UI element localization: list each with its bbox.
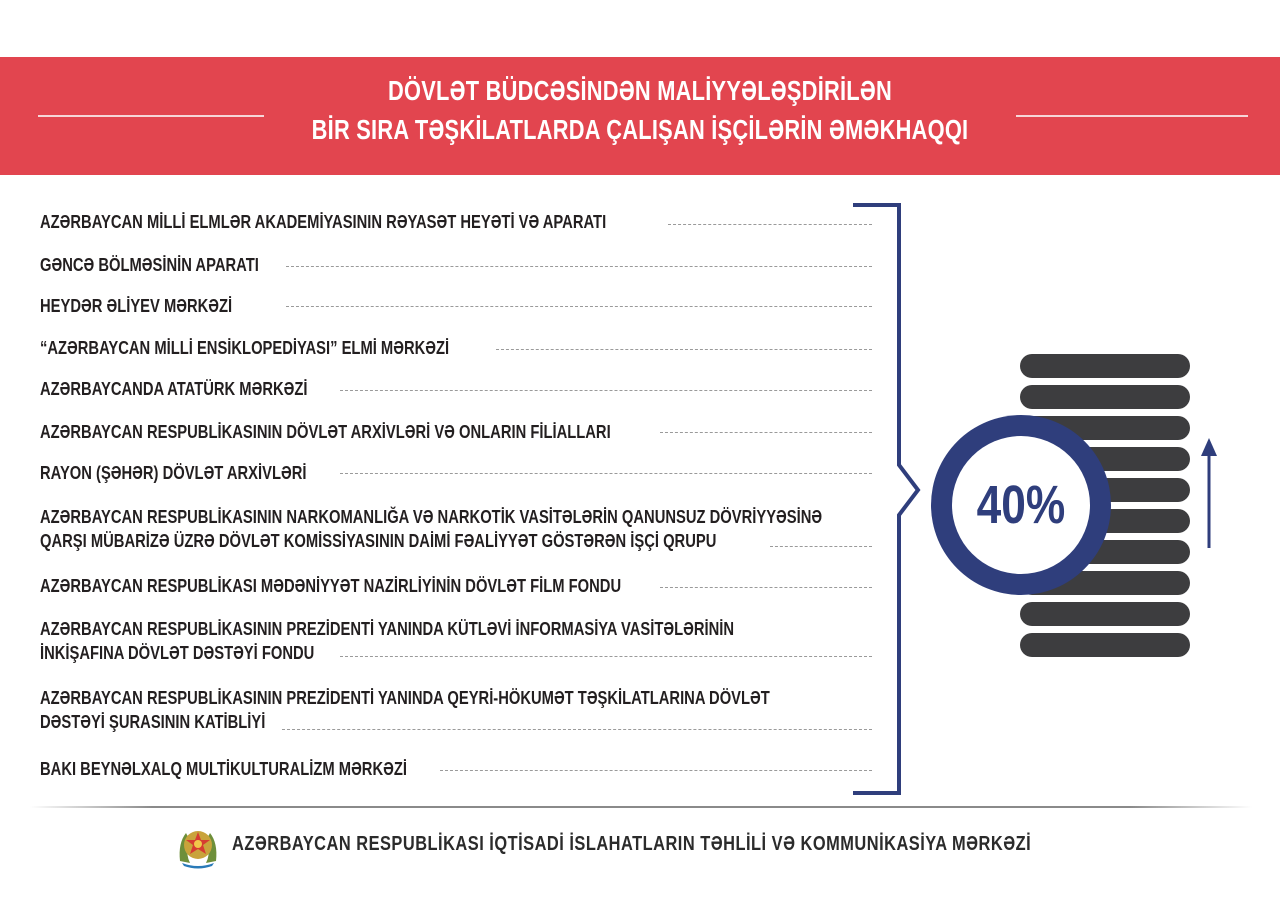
leader-line — [660, 432, 872, 433]
org-label: HEYDƏR ƏLİYEV MƏRKƏZİ — [40, 296, 233, 316]
list-item — [40, 574, 874, 598]
org-label-continued: İNKİŞAFINA DÖVLƏT DƏSTƏYİ FONDU — [40, 643, 315, 663]
org-label: AZƏRBAYCAN RESPUBLİKASININ DÖVLƏT ARXİVLƏRİ VƏ ONLARIN FİLİALLARI — [40, 422, 611, 442]
org-label: “AZƏRBAYCAN MİLLİ ENSİKLOPEDİYASI” ELMİ MƏRKƏZİ — [40, 338, 450, 358]
coin — [1020, 602, 1190, 626]
title-line-1: DÖVLƏT BÜDCƏSİNDƏN MALİYYƏLƏŞDİRİLƏN — [388, 75, 892, 106]
footer-organization: AZƏRBAYCAN RESPUBLİKASI İQTİSADİ İSLAHATLARIN TƏHLİLİ VƏ KOMMUNİKASİYA MƏRKƏZİ — [232, 833, 1032, 855]
leader-line — [440, 770, 872, 771]
leader-line — [340, 390, 872, 391]
title-line-2: BİR SIRA TƏŞKİLATLARDA ÇALIŞAN İŞÇİLƏRİN ƏMƏKHAQQI — [311, 114, 969, 145]
leader-line — [660, 587, 872, 588]
emblem-icon — [176, 823, 220, 869]
list-item — [40, 253, 874, 277]
leader-line — [286, 306, 872, 307]
org-label: GƏNCƏ BÖLMƏSİNİN APARATI — [40, 255, 259, 275]
org-label: BAKI BEYNƏLXALQ MULTİKULTURALİZM MƏRKƏZİ — [40, 759, 407, 779]
coin — [1020, 385, 1190, 409]
leader-line — [668, 224, 872, 225]
list-item — [40, 377, 874, 401]
leader-line — [286, 266, 872, 267]
up-arrow-icon — [1199, 438, 1219, 550]
org-label: RAYON (ŞƏHƏR) DÖVLƏT ARXİVLƏRİ — [40, 463, 307, 483]
org-label: AZƏRBAYCAN RESPUBLİKASININ PREZİDENTİ YANINDA KÜTLƏVİ İNFORMASİYA VASİTƏLƏRİNİN — [40, 619, 735, 639]
list-item — [40, 505, 874, 553]
list-item — [40, 617, 874, 665]
leader-line — [340, 473, 872, 474]
org-label: AZƏRBAYCAN RESPUBLİKASI MƏDƏNİYYƏT NAZİRLİYİNİN DÖVLƏT FİLM FONDU — [40, 576, 622, 596]
coin — [1020, 354, 1190, 378]
org-label: AZƏRBAYCANDA ATATÜRK MƏRKƏZİ — [40, 379, 308, 399]
footer-divider — [30, 806, 1252, 808]
org-label-continued: QARŞI MÜBARİZƏ ÜZRƏ DÖVLƏT KOMİSSİYASININ DAİMİ FƏALİYYƏT GÖSTƏRƏN İŞÇİ QRUPU — [40, 531, 717, 551]
leader-line — [770, 546, 872, 547]
list-item — [40, 686, 874, 734]
leader-line — [340, 656, 872, 657]
percentage-ring — [931, 415, 1111, 595]
org-label: AZƏRBAYCAN RESPUBLİKASININ PREZİDENTİ YANINDA QEYRİ-HÖKUMƏT TƏŞKİLATLARINA DÖVLƏT — [40, 688, 770, 708]
list-item — [40, 210, 874, 234]
leader-line — [496, 349, 872, 350]
list-item — [40, 336, 874, 360]
list-item — [40, 757, 874, 781]
org-label: AZƏRBAYCAN MİLLİ ELMLƏR AKADEMİYASININ RƏYASƏT HEYƏTİ VƏ APARATI — [40, 212, 607, 232]
org-label-continued: DƏSTƏYİ ŞURASININ KATİBLİYİ — [40, 712, 266, 732]
leader-line — [282, 729, 872, 730]
coin — [1020, 633, 1190, 657]
percentage-ring-inner — [952, 436, 1090, 574]
org-label: AZƏRBAYCAN RESPUBLİKASININ NARKOMANLIĞA VƏ NARKOTİK VASİTƏLƏRİN QANUNSUZ DÖVRİYYƏSİNƏ — [40, 507, 823, 527]
percentage-value: 40% — [976, 475, 1066, 535]
